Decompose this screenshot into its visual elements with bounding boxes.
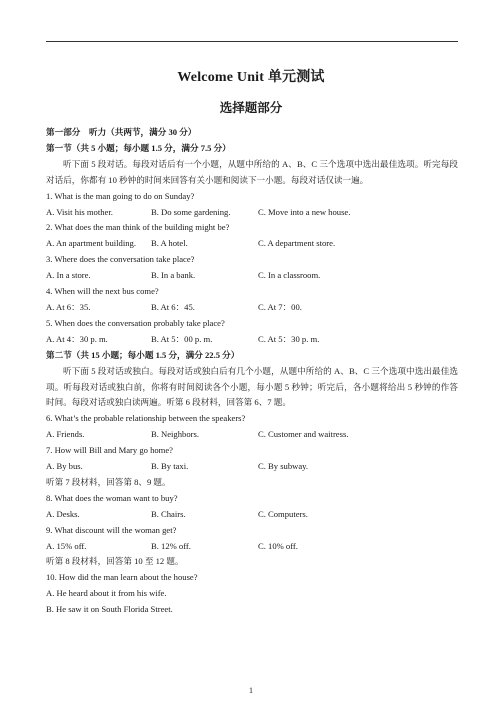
question-1-options xyxy=(46,205,458,221)
option-b: B. Do some gardening. xyxy=(151,206,231,217)
material-7-note: 听第 7 段材料，回答第 8、9 题。 xyxy=(46,476,171,487)
question-4: 4. When will the next bus come? xyxy=(46,286,159,297)
question-9: 9. What discount will the woman get? xyxy=(46,524,177,535)
question-10-option-a: A. He heard about it from his wife. xyxy=(46,588,167,599)
question-9-options xyxy=(46,539,458,555)
header-rule xyxy=(46,41,458,42)
page-number: 1 xyxy=(249,686,253,695)
option-c: C. Customer and waitress. xyxy=(258,429,349,440)
section2-instructions: 听下面 5 段对话或独白。每段对话或独白后有几个小题，从题中所给的 A、B、C 三个选项中选出最佳选项。听每段对话或独白前，你将有时间阅读各个小题，每小题 5 秒钟；听完后，各小题将给出 5 秒钟的作答时间。每段对话或独白读两遍。听第 6 段材料，回答第 6、7 题。 xyxy=(46,365,458,408)
page-title: Welcome Unit 单元测试 xyxy=(177,70,325,85)
question-3: 3. Where does the conversation take place? xyxy=(46,254,195,265)
question-10: 10. How did the man learn about the house? xyxy=(46,572,198,583)
option-b: B. By taxi. xyxy=(151,461,189,472)
section1-instructions: 听下面 5 段对话。每段对话后有一个小题，从题中所给的 A、B、C 三个选项中选出最佳选项。听完每段对话后，你都有 10 秒钟的时间来回答有关小题和阅读下一小题。每段对话仅读一遍。 xyxy=(46,158,458,185)
option-a: A. An apartment building. xyxy=(46,238,136,249)
option-a: A. By bus. xyxy=(46,461,83,472)
question-6: 6. What’s the probable relationship between the speakers? xyxy=(46,413,246,424)
option-c: C. At 5：30 p. m. xyxy=(258,333,320,344)
question-8-options xyxy=(46,507,458,523)
option-c: C. Move into a new house. xyxy=(258,206,351,217)
option-c: C. A department store. xyxy=(258,238,336,249)
option-b: B. At 5：00 p. m. xyxy=(151,333,213,344)
question-7: 7. How will Bill and Mary go home? xyxy=(46,445,173,456)
option-c: C. By subway. xyxy=(258,461,309,472)
option-a: A. Friends. xyxy=(46,429,85,440)
question-7-options xyxy=(46,459,458,475)
option-b: B. Chairs. xyxy=(151,508,186,519)
option-b: B. In a bank. xyxy=(151,270,196,281)
question-3-options xyxy=(46,268,458,284)
option-b: B. A hotel. xyxy=(151,238,188,249)
question-8: 8. What does the woman want to buy? xyxy=(46,492,178,503)
question-2: 2. What does the man think of the building might be? xyxy=(46,222,230,233)
option-a: A. Desks. xyxy=(46,508,80,519)
section2-heading: 第二节（共 15 小题；每小题 1.5 分，满分 22.5 分） xyxy=(46,349,240,360)
option-b: B. Neighbors. xyxy=(151,429,199,440)
option-c: C. In a classroom. xyxy=(258,270,321,281)
option-a: A. Visit his mother. xyxy=(46,206,113,217)
option-c: C. Computers. xyxy=(258,508,308,519)
question-5: 5. When does the conversation probably take place? xyxy=(46,317,225,328)
question-4-options xyxy=(46,300,458,316)
question-2-options xyxy=(46,236,458,252)
option-c: C. At 7：00. xyxy=(258,301,302,312)
part1-heading: 第一部分 听力（共两节，满分 30 分） xyxy=(46,127,197,137)
document-body xyxy=(46,125,458,618)
question-10-option-b: B. He saw it on South Florida Street. xyxy=(46,604,173,615)
section1-heading: 第一节（共 5 小题；每小题 1.5 分，满分 7.5 分） xyxy=(46,142,231,153)
page-subtitle: 选择题部分 xyxy=(219,101,283,115)
option-a: A. At 4：30 p. m. xyxy=(46,333,108,344)
material-8-note: 听第 8 段材料，回答第 10 至 12 题。 xyxy=(46,556,184,567)
question-1: 1. What is the man going to do on Sunday? xyxy=(46,190,195,201)
option-b: B. 12% off. xyxy=(151,540,191,551)
question-5-options xyxy=(46,332,458,348)
option-b: B. At 6：45. xyxy=(151,301,195,312)
option-a: A. In a store. xyxy=(46,270,91,281)
option-a: A. 15% off. xyxy=(46,540,87,551)
option-a: A. At 6：35. xyxy=(46,301,91,312)
question-6-options xyxy=(46,427,458,443)
option-c: C. 10% off. xyxy=(258,540,298,551)
